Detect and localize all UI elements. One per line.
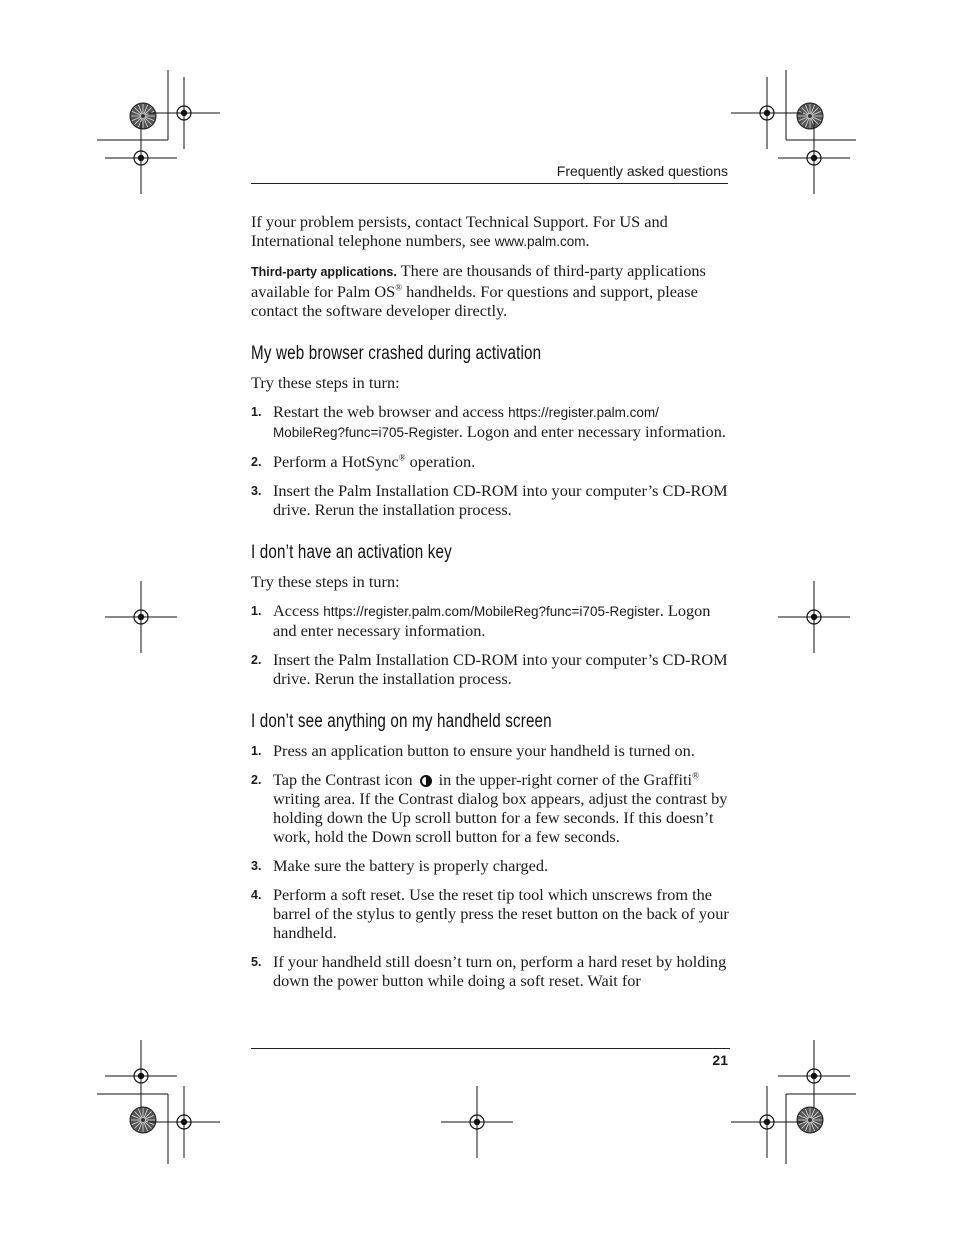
step-text: Perform a HotSync (273, 452, 399, 471)
section-heading-activation-key: I don’t have an activation key (251, 542, 452, 563)
step-text: Insert the Palm Installation CD-ROM into your computer’s CD-ROM drive. Rerun the installation process. (273, 650, 728, 688)
third-party-text: There are thousands of third-party applications available for Palm OS (251, 261, 706, 301)
step-number: 1. (251, 405, 262, 419)
list-item (251, 770, 731, 846)
step-number: 3. (251, 859, 262, 873)
step-text: Access (273, 601, 324, 620)
step-text: Tap the Contrast icon (273, 770, 417, 789)
section-lead: Try these steps in turn: (251, 572, 400, 591)
step-text-end: . Logon and enter necessary information. (273, 601, 711, 640)
step-text-mid: in the upper-right corner of the Graffiti (434, 770, 693, 789)
step-number: 2. (251, 455, 262, 469)
registered-mark: ® (692, 770, 699, 781)
list-item (251, 856, 731, 875)
list-item (251, 952, 731, 990)
step-text: Insert the Palm Installation CD-ROM into your computer’s CD-ROM drive. Rerun the installation process. (273, 481, 728, 519)
page-number: 21 (712, 1052, 728, 1068)
step-number: 2. (251, 653, 262, 667)
steps-list (251, 402, 731, 519)
register-link[interactable]: https://register.palm.com/ MobileReg?func=i705-Register (273, 405, 659, 440)
section-heading-blank-screen: I don’t see anything on my handheld screen (251, 711, 552, 732)
steps-list (251, 741, 731, 990)
step-number: 4. (251, 888, 262, 902)
intro-text: If your problem persists, contact Technical Support. For US and International telephone numbers, see (251, 212, 668, 250)
step-text: Restart the web browser and access (273, 402, 509, 421)
section-heading-browser-crashed: My web browser crashed during activation (251, 343, 542, 364)
palm-website-link[interactable]: www.palm.com (494, 234, 586, 249)
step-text-end: operation. (405, 452, 476, 471)
third-party-label: Third-party applications. (251, 265, 397, 279)
list-item (251, 481, 731, 519)
step-text-end: writing area. If the Contrast dialog box appears, adjust the contrast by holding down the Up scroll button for a few seconds. If this doesn’t work, hold the Down scroll button for a few seconds. (273, 789, 728, 846)
list-item (251, 650, 731, 688)
section-lead: Try these steps in turn: (251, 373, 400, 392)
step-text: Press an application button to ensure your handheld is turned on. (273, 741, 695, 760)
header-rule (251, 183, 728, 184)
intro-end: . (585, 231, 590, 250)
list-item (251, 885, 731, 942)
main-content (251, 212, 731, 1000)
step-number: 2. (251, 773, 262, 787)
footer-rule (251, 1048, 730, 1049)
contrast-icon (420, 775, 432, 787)
register-link[interactable]: https://register.palm.com/MobileReg?func=i705-Register (323, 604, 660, 619)
registered-mark: ® (398, 452, 406, 463)
third-party-text-end: handhelds. For questions and support, please contact the software developer directly. (251, 282, 698, 320)
running-header: Frequently asked questions (556, 163, 728, 179)
steps-list (251, 601, 731, 688)
list-item (251, 741, 731, 760)
list-item (251, 402, 731, 442)
step-number: 1. (251, 604, 262, 618)
step-text: If your handheld still doesn’t turn on, perform a hard reset by holding down the power button while doing a soft reset. Wait for (273, 952, 727, 990)
step-text: Make sure the battery is properly charged. (273, 856, 549, 875)
list-item (251, 452, 731, 471)
step-text-end: . Logon and enter necessary information. (458, 422, 726, 441)
step-number: 3. (251, 484, 262, 498)
third-party-paragraph (251, 261, 731, 320)
step-number: 1. (251, 744, 262, 758)
registered-mark: ® (395, 282, 403, 293)
step-text: Perform a soft reset. Use the reset tip tool which unscrews from the barrel of the stylus to gently press the reset button on the back of your handheld. (273, 885, 729, 942)
step-number: 5. (251, 955, 262, 969)
intro-paragraph (251, 212, 731, 251)
list-item (251, 601, 731, 640)
